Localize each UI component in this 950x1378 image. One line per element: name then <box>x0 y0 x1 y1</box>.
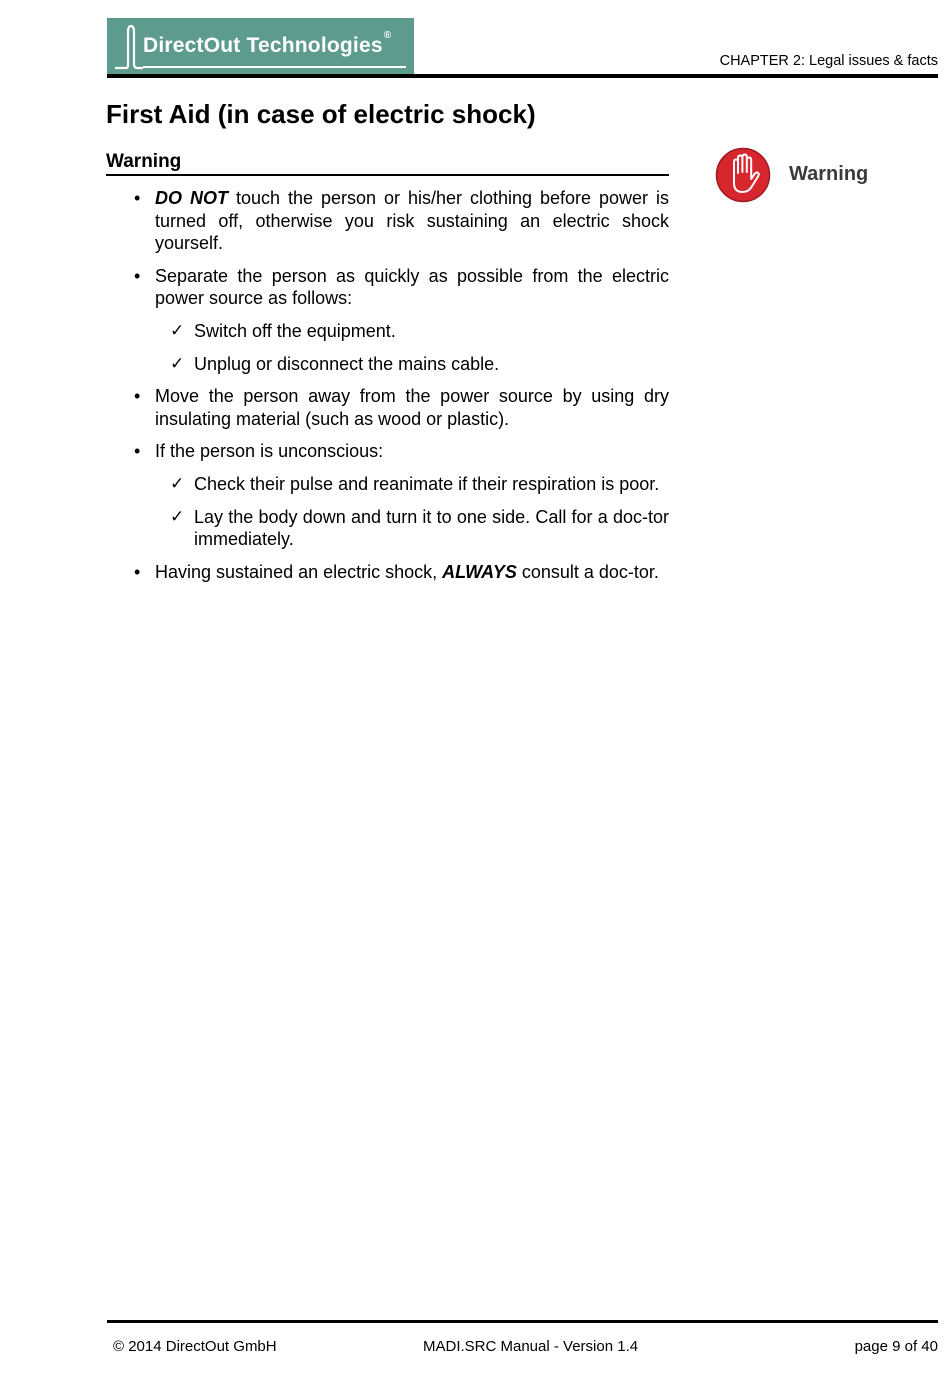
warning-label: Warning <box>789 163 869 185</box>
bullet-icon: • <box>134 265 141 286</box>
list-item: • Separate the person as quickly as possible from the electric power source as follows: <box>134 265 669 309</box>
checkmark-icon: ✓ <box>170 506 185 526</box>
footer-copyright: © 2014 DirectOut GmbH <box>113 1338 277 1355</box>
list-item: • Move the person away from the power source by using dry insulating material (such as wood or plastic). <box>134 386 669 429</box>
checklist-item: ✓ Switch off the equipment. <box>170 320 396 341</box>
page-title: First Aid (in case of electric shock) <box>106 99 536 129</box>
checkmark-icon: ✓ <box>170 473 185 493</box>
checklist-item: ✓ Unplug or disconnect the mains cable. <box>170 353 500 374</box>
checkmark-icon: ✓ <box>170 320 185 340</box>
logo-underline <box>143 66 406 68</box>
section-title: Warning <box>106 151 669 176</box>
logo-text: DirectOut Technologies® <box>143 30 392 57</box>
bullet-icon: • <box>134 386 141 407</box>
checklist-item: ✓ Lay the body down and turn it to one side. Call for a doc-tor immediately. <box>170 506 669 550</box>
warning-callout <box>715 147 915 203</box>
list-item: • If the person is unconscious: <box>134 441 384 462</box>
logo-wave-icon <box>113 24 143 72</box>
directout-logo <box>107 18 414 76</box>
bullet-icon: • <box>134 561 141 582</box>
warning-list <box>106 187 669 593</box>
stop-hand-icon <box>715 147 771 203</box>
checklist-item: ✓ Check their pulse and reanimate if their respiration is poor. <box>170 473 660 494</box>
bullet-icon: • <box>134 441 141 462</box>
bullet-icon: • <box>134 188 141 208</box>
header-rule <box>107 74 938 78</box>
footer-page-number: page 9 of 40 <box>854 1338 938 1355</box>
checkmark-icon: ✓ <box>170 353 185 373</box>
footer-rule <box>107 1320 938 1323</box>
list-item: • Having sustained an electric shock, ALWAYS consult a doc-tor. <box>134 561 659 582</box>
list-item: • DO NOT touch the person or his/her clothing before power is turned off, otherwise you risk sustaining an electric shock yourself. <box>134 188 669 254</box>
chapter-heading: CHAPTER 2: Legal issues & facts <box>719 53 938 69</box>
footer-manual-version: MADI.SRC Manual - Version 1.4 <box>423 1338 639 1355</box>
